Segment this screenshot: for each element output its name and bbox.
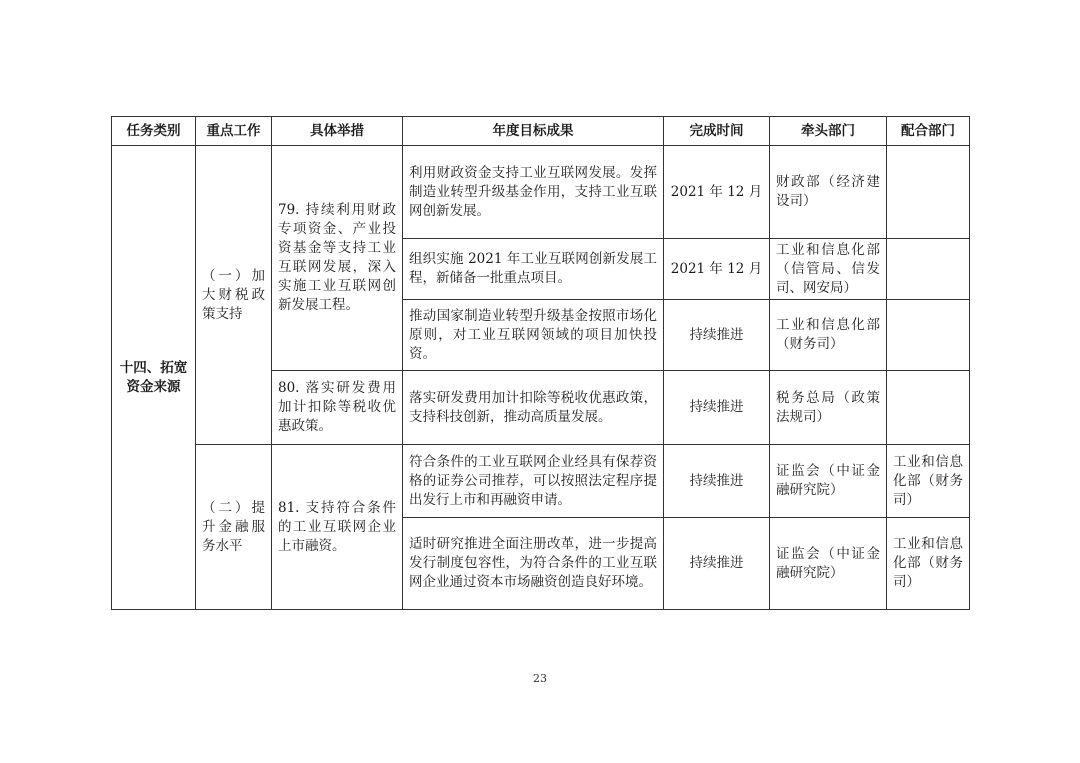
goal-cell: 落实研发费用加计扣除等税收优惠政策，支持科技创新，推动高质量发展。 (403, 371, 664, 445)
task-table (111, 116, 970, 610)
header-lead-department: 牵头部门 (770, 117, 887, 146)
support-cell (887, 146, 970, 239)
time-cell: 2021 年 12 月 (664, 146, 770, 239)
lead-cell: 税务总局（政策法规司） (770, 371, 887, 445)
table-row (112, 445, 970, 518)
goal-cell: 符合条件的工业互联网企业经具有保荐资格的证券公司推荐，可以按照法定程序提出发行上市和再融资申请。 (403, 445, 664, 518)
lead-cell: 工业和信息化部（信管局、信发司、网安局） (770, 239, 887, 300)
lead-cell: 工业和信息化部（财务司） (770, 300, 887, 371)
goal-cell: 组织实施 2021 年工业互联网创新发展工程，新储备一批重点项目。 (403, 239, 664, 300)
time-cell: 持续推进 (664, 518, 770, 610)
support-cell (887, 371, 970, 445)
support-cell (887, 300, 970, 371)
key-work-cell: （一）加大财税政策支持 (196, 146, 272, 445)
goal-cell: 利用财政资金支持工业互联网发展。发挥制造业转型升级基金作用，支持工业互联网创新发展。 (403, 146, 664, 239)
time-cell: 持续推进 (664, 371, 770, 445)
header-task-category: 任务类别 (112, 117, 196, 146)
lead-cell: 财政部（经济建设司） (770, 146, 887, 239)
time-cell: 持续推进 (664, 445, 770, 518)
support-cell: 工业和信息化部（财务司） (887, 518, 970, 610)
header-support-department: 配合部门 (887, 117, 970, 146)
header-annual-goals: 年度目标成果 (403, 117, 664, 146)
header-key-work: 重点工作 (196, 117, 272, 146)
support-cell: 工业和信息化部（财务司） (887, 445, 970, 518)
table-header-row (112, 117, 970, 146)
time-cell: 2021 年 12 月 (664, 239, 770, 300)
measure-cell: 79. 持续利用财政专项资金、产业投资基金等支持工业互联网发展，深入实施工业互联网创新发展工程。 (272, 146, 403, 371)
key-work-cell: （二）提升金融服务水平 (196, 445, 272, 610)
page-number: 23 (533, 672, 547, 685)
lead-cell: 证监会（中证金融研究院） (770, 445, 887, 518)
lead-cell: 证监会（中证金融研究院） (770, 518, 887, 610)
goal-cell: 适时研究推进全面注册改革，进一步提高发行制度包容性，为符合条件的工业互联网企业通过资本市场融资创造良好环境。 (403, 518, 664, 610)
measure-cell: 80. 落实研发费用加计扣除等税收优惠政策。 (272, 371, 403, 445)
measure-cell: 81. 支持符合条件的工业互联网企业上市融资。 (272, 445, 403, 610)
task-category-cell: 十四、拓宽资金来源 (112, 146, 196, 610)
time-cell: 持续推进 (664, 300, 770, 371)
support-cell (887, 239, 970, 300)
header-measures: 具体举措 (272, 117, 403, 146)
goal-cell: 推动国家制造业转型升级基金按照市场化原则，对工业互联网领域的项目加快投资。 (403, 300, 664, 371)
header-completion-time: 完成时间 (664, 117, 770, 146)
table-row (112, 146, 970, 239)
